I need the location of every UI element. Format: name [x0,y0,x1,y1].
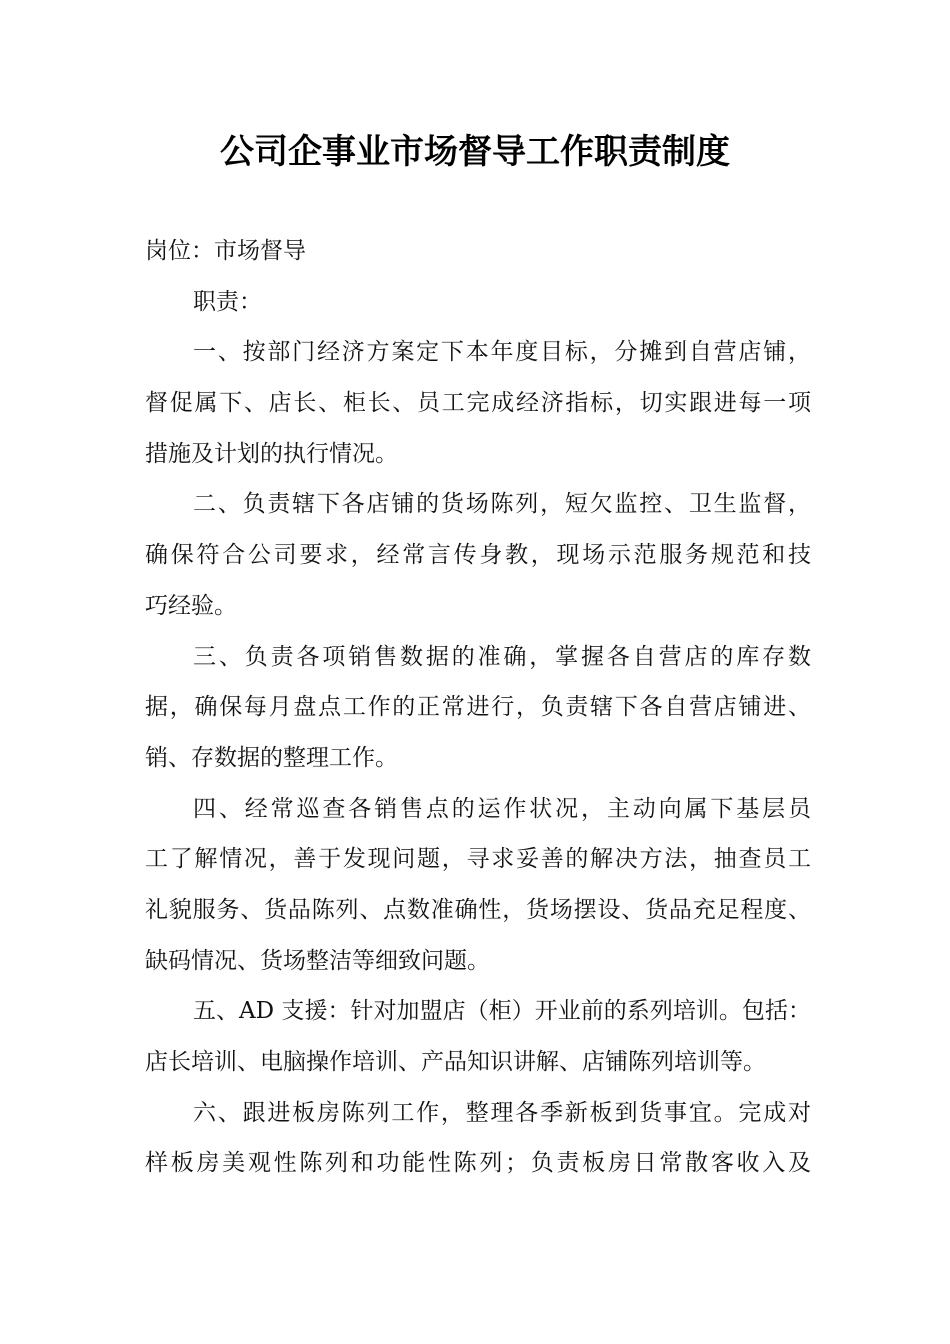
paragraph-line: 据，确保每月盘点工作的正常进行，负责辖下各自营店铺进、 [145,694,811,721]
paragraph-line: 五、AD 支援：针对加盟店（柜）开业前的系列培训。包括： [193,998,811,1025]
paragraph-line: 措施及计划的执行情况。 [145,440,398,467]
paragraph-line: 六、跟进板房陈列工作，整理各季新板到货事宜。完成对 [193,1099,811,1126]
paragraph-line: 礼貌服务、货品陈列、点数准确性，货场摆设、货品充足程度、 [145,896,811,923]
position-line: 岗位：市场督导 [145,238,306,264]
paragraph-line: 巧经验。 [145,592,237,619]
document-title: 公司企事业市场督导工作职责制度 [220,132,730,172]
document-body [145,226,811,1189]
paragraph-line: 销、存数据的整理工作。 [145,744,398,771]
paragraph-line: 三、负责各项销售数据的准确，掌握各自营店的库存数 [193,643,811,670]
paragraph-line: 样板房美观性陈列和功能性陈列；负责板房日常散客收入及 [145,1150,811,1177]
paragraph-line: 督促属下、店长、柜长、员工完成经济指标，切实跟进每一项 [145,390,811,417]
paragraph-line: 缺码情况、货场整洁等细致问题。 [145,947,490,974]
duties-heading: 职责： [193,288,262,315]
paragraph-line: 一、按部门经济方案定下本年度目标，分摊到自营店铺， [193,339,811,366]
paragraph-line: 四、经常巡查各销售点的运作状况，主动向属下基层员 [193,795,811,822]
paragraph-line: 店长培训、电脑操作培训、产品知识讲解、店铺陈列培训等。 [145,1049,766,1075]
paragraph-line: 二、负责辖下各店铺的货场陈列，短欠监控、卫生监督， [193,491,811,518]
paragraph-line: 工了解情况，善于发现问题，寻求妥善的解决方法，抽查员工 [145,846,811,873]
paragraph-line: 确保符合公司要求，经常言传身教，现场示范服务规范和技 [145,542,811,569]
